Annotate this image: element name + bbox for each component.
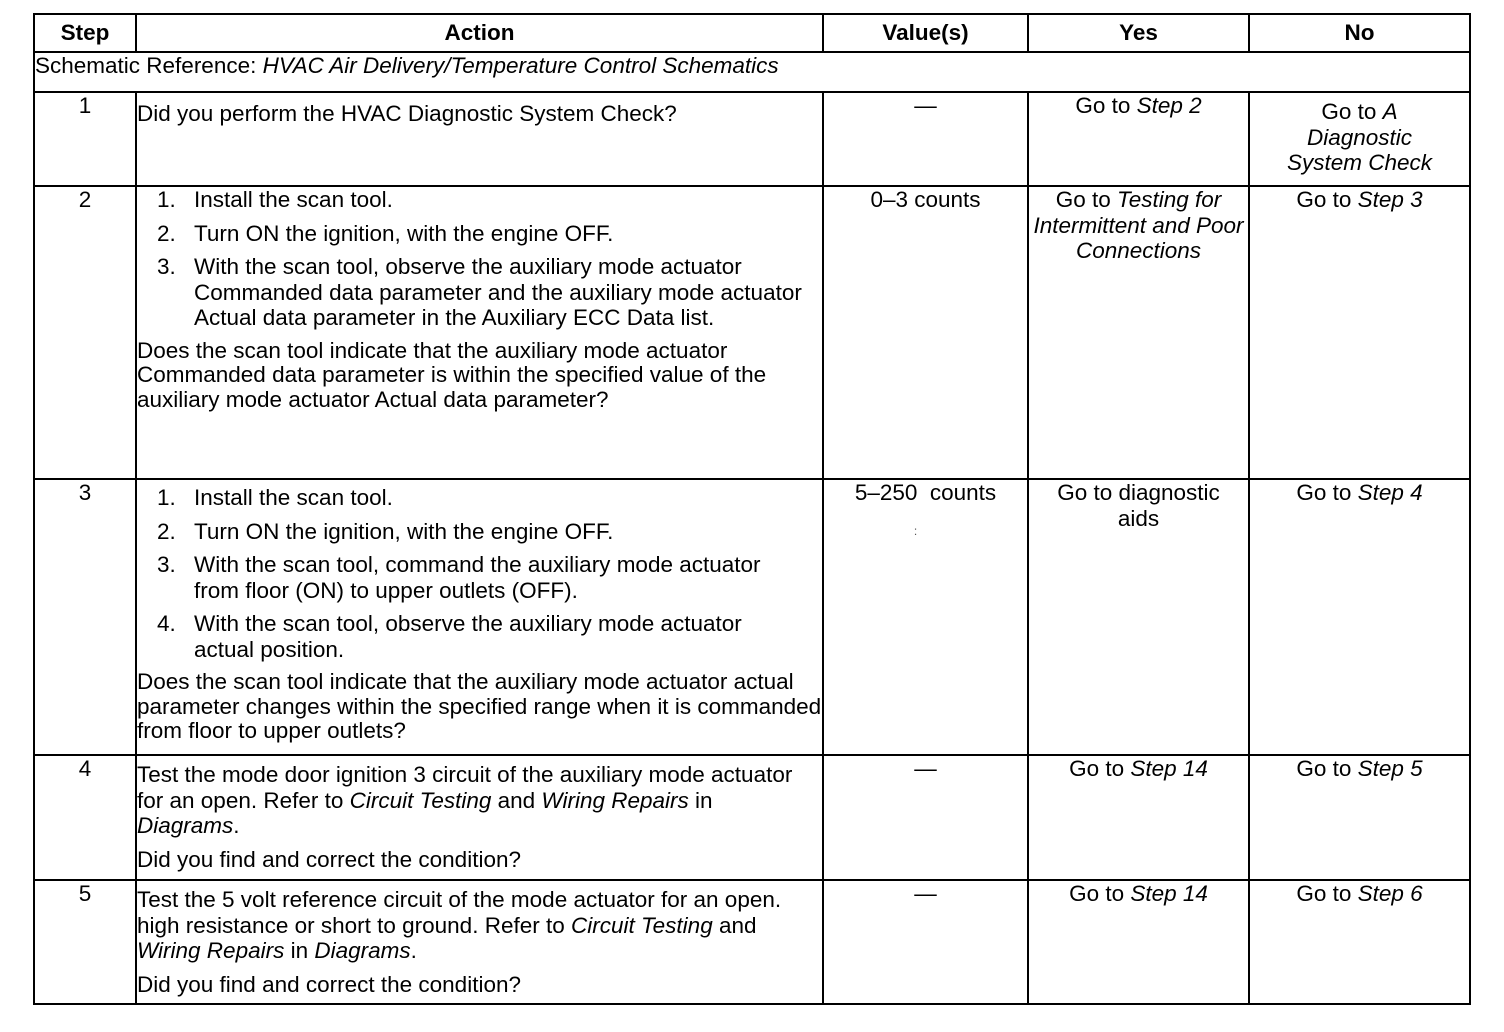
diagrams-link[interactable]: Diagrams — [137, 813, 234, 838]
wiring-repairs-link[interactable]: Wiring Repairs — [137, 938, 285, 963]
no-cell — [1249, 479, 1470, 755]
list-item: 1. Install the scan tool. — [157, 187, 393, 212]
header-row — [34, 14, 1470, 52]
no-cell — [1249, 755, 1470, 880]
step-number: 2 — [34, 186, 136, 479]
step-number: 1 — [34, 92, 136, 186]
value-cell: 0–3 counts — [823, 186, 1028, 479]
table-row — [34, 755, 1470, 880]
wiring-repairs-link[interactable]: Wiring Repairs — [541, 787, 689, 813]
no-link[interactable]: A Diagnostic System Check — [1286, 99, 1433, 175]
value-mark: : — [913, 523, 918, 538]
list-item: 4. With the scan tool, observe the auxiliary mode actuator actual position. — [157, 611, 742, 662]
table-row — [34, 92, 1470, 186]
schematic-reference-label: Schematic Reference: — [35, 53, 263, 78]
yes-prefix: Go to — [1069, 756, 1131, 781]
yes-cell — [1028, 92, 1249, 186]
no-cell — [1249, 186, 1470, 479]
action-cell — [136, 479, 823, 755]
list-item: 3. With the scan tool, observe the auxiliary mode actuator Commanded data parameter and the auxiliary mode actuator Actual data parameter in the Auxiliary ECC Data list. — [157, 254, 802, 330]
action-cell — [136, 92, 823, 186]
no-link[interactable]: Step 5 — [1357, 756, 1423, 781]
yes-prefix: Go to — [1055, 187, 1118, 212]
step-number: 4 — [34, 755, 136, 880]
no-cell — [1249, 880, 1470, 1004]
header-yes: Yes — [1028, 14, 1249, 52]
header-no: No — [1249, 14, 1470, 52]
yes-link[interactable]: Step 14 — [1130, 756, 1208, 781]
step-number: 5 — [34, 880, 136, 1004]
action-cell — [136, 755, 823, 880]
circuit-testing-link[interactable]: Circuit Testing — [349, 787, 492, 813]
no-prefix: Go to — [1321, 99, 1383, 124]
table-row — [34, 880, 1470, 1004]
yes-text[interactable]: Go to diagnostic aids — [1057, 480, 1220, 531]
action-text: Test the mode door ignition 3 circuit of the auxiliary mode actuator for an open. Refer to Circuit Testing and Wiring Repairs in Diagrams. — [137, 762, 793, 838]
action-text: Test the 5 volt reference circuit of the mode actuator for an open. high resistance or short to ground. Refer to Circuit Testing and Wiring Repairs in Diagrams. — [137, 887, 782, 963]
list-item: 2. Turn ON the ignition, with the engine OFF. — [157, 220, 614, 246]
yes-prefix: Go to — [1075, 93, 1137, 118]
no-prefix: Go to — [1296, 881, 1358, 906]
circuit-testing-link[interactable]: Circuit Testing — [570, 912, 713, 938]
diagrams-link[interactable]: Diagrams — [314, 938, 411, 963]
schematic-reference-row — [34, 52, 1470, 92]
value-cell: — — [823, 755, 1028, 880]
header-values: Value(s) — [823, 14, 1028, 52]
table-row — [34, 479, 1470, 755]
header-step: Step — [34, 14, 136, 52]
value-text: 5–250 counts — [854, 480, 997, 505]
no-cell — [1249, 92, 1470, 186]
no-prefix: Go to — [1296, 480, 1358, 505]
question-text: Does the scan tool indicate that the auxiliary mode actuator actual parameter changes within the specified range when it is commanded from floor to upper outlets? — [137, 669, 822, 743]
list-item: 2. Turn ON the ignition, with the engine OFF. — [157, 518, 614, 544]
yes-link[interactable]: Testing for Intermittent and Poor Connections — [1033, 187, 1244, 263]
question-text: Did you perform the HVAC Diagnostic System Check? — [137, 101, 677, 126]
diagnostic-table — [33, 13, 1471, 1005]
question-text: Did you find and correct the condition? — [137, 846, 521, 872]
yes-cell — [1028, 880, 1249, 1004]
no-link[interactable]: Step 6 — [1357, 881, 1423, 906]
question-text: Does the scan tool indicate that the auxiliary mode actuator Commanded data parameter is within the specified value of the auxiliary mode actuator Actual data parameter? — [137, 337, 767, 412]
value-cell: — — [823, 92, 1028, 186]
list-item: 3. With the scan tool, command the auxiliary mode actuator from floor (ON) to upper outlets (OFF). — [157, 552, 761, 603]
yes-cell — [1028, 755, 1249, 880]
yes-link[interactable]: Step 14 — [1130, 881, 1208, 906]
header-action: Action — [136, 14, 823, 52]
list-item: 1. Install the scan tool. — [157, 485, 393, 510]
action-cell — [136, 880, 823, 1004]
question-text: Did you find and correct the condition? — [137, 971, 521, 997]
yes-link[interactable]: Step 2 — [1136, 93, 1202, 118]
yes-cell — [1028, 186, 1249, 479]
action-cell — [136, 186, 823, 479]
yes-prefix: Go to — [1069, 881, 1131, 906]
no-link[interactable]: Step 4 — [1357, 480, 1423, 505]
table-row — [34, 186, 1470, 479]
value-cell: — — [823, 880, 1028, 1004]
no-prefix: Go to — [1296, 187, 1358, 212]
yes-cell — [1028, 479, 1249, 755]
instruction-list — [137, 187, 822, 331]
no-prefix: Go to — [1296, 756, 1358, 781]
schematic-reference-link[interactable]: HVAC Air Delivery/Temperature Control Schematics — [262, 53, 779, 78]
schematic-reference — [34, 52, 1470, 92]
value-cell — [823, 479, 1028, 755]
instruction-list — [137, 485, 822, 662]
step-number: 3 — [34, 479, 136, 755]
no-link[interactable]: Step 3 — [1357, 187, 1423, 212]
